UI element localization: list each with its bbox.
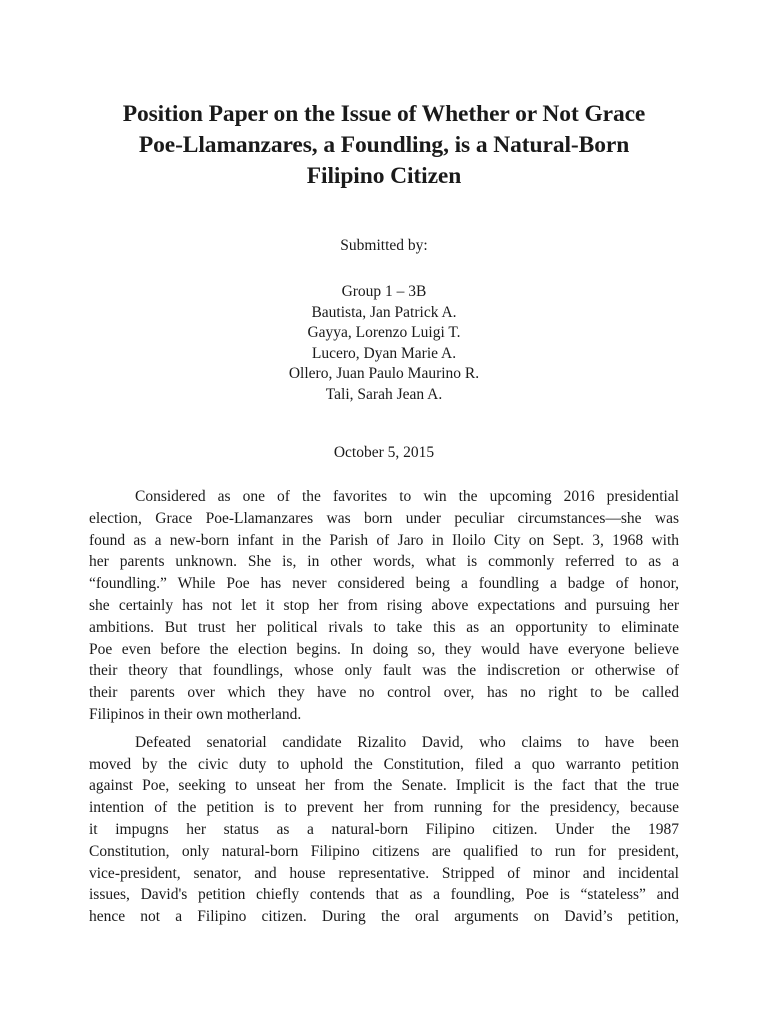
paragraph-line: she certainly has not let it stop her from rising above expectations and pursuing her	[89, 596, 679, 614]
paragraph-line: Poe even before the election begins. In doing so, they would have everyone believe	[89, 640, 679, 658]
paragraph-line: hence not a Filipino citizen. During the oral arguments on David’s petition,	[89, 908, 679, 926]
document-date: October 5, 2015	[333, 444, 435, 461]
paragraph-line: her parents unknown. She is, in other words, what is commonly referred to as a	[89, 553, 679, 571]
paragraph-line: Defeated senatorial candidate Rizalito David, who claims to have been	[135, 733, 679, 751]
paragraph-line: it impugns her status as a natural-born Filipino citizen. Under the 1987	[89, 820, 679, 838]
paragraph-line: issues, David's petition chiefly contends that as a foundling, Poe is “stateless” and	[89, 886, 679, 904]
paragraph-line: found as a new-born infant in the Parish of Jaro in Iloilo City on Sept. 3, 1968 with	[89, 531, 679, 549]
paragraph-line: vice-president, senator, and house representative. Stripped of minor and incidental	[89, 864, 679, 882]
author-name: Bautista, Jan Patrick A.	[311, 303, 457, 321]
author-name: Lucero, Dyan Marie A.	[311, 344, 457, 362]
title-line: Filipino Citizen	[306, 163, 462, 189]
paragraph-line: ambitions. But trust her political rivals to take this as an opportunity to eliminate	[89, 618, 679, 636]
paragraph-line: Constitution, only natural-born Filipino citizens are qualified to run for president,	[89, 842, 679, 860]
paragraph-line: Filipinos in their own motherland.	[89, 705, 302, 723]
author-name: Ollero, Juan Paulo Maurino R.	[288, 365, 480, 382]
paragraph-line: Considered as one of the favorites to win the upcoming 2016 presidential	[135, 488, 679, 505]
title-line: Position Paper on the Issue of Whether or Not Grace	[122, 101, 646, 127]
paragraph-line: against Poe, seeking to unseat her from the Senate. Implicit is the fact that the true	[89, 777, 679, 795]
author-list	[0, 282, 768, 405]
paragraph-line: their theory that foundlings, whose only fault was the indiscretion or otherwise of	[89, 662, 679, 680]
paragraph-line: moved by the civic duty to uphold the Constitution, filed a quo warranto petition	[89, 755, 679, 773]
document-body	[89, 486, 679, 928]
group-name: Group 1 – 3B	[341, 283, 427, 300]
paragraph-line: election, Grace Poe-Llamanzares was born under peculiar circumstances—she was	[89, 509, 679, 527]
body-paragraph	[89, 486, 679, 726]
paragraph-line: “foundling.” While Poe has never considered being a foundling a badge of honor,	[89, 575, 679, 593]
author-name: Tali, Sarah Jean A.	[325, 385, 443, 403]
paragraph-line: their parents over which they have no control over, has no right to be called	[89, 684, 679, 702]
document-title	[60, 99, 708, 192]
submitted-by-label: Submitted by:	[340, 237, 428, 254]
title-line: Poe-Llamanzares, a Foundling, is a Natural-Born	[138, 132, 630, 158]
paragraph-line: intention of the petition is to prevent her from running for the presidency, because	[89, 799, 679, 817]
author-name: Gayya, Lorenzo Luigi T.	[307, 324, 461, 341]
body-paragraph	[89, 732, 679, 928]
